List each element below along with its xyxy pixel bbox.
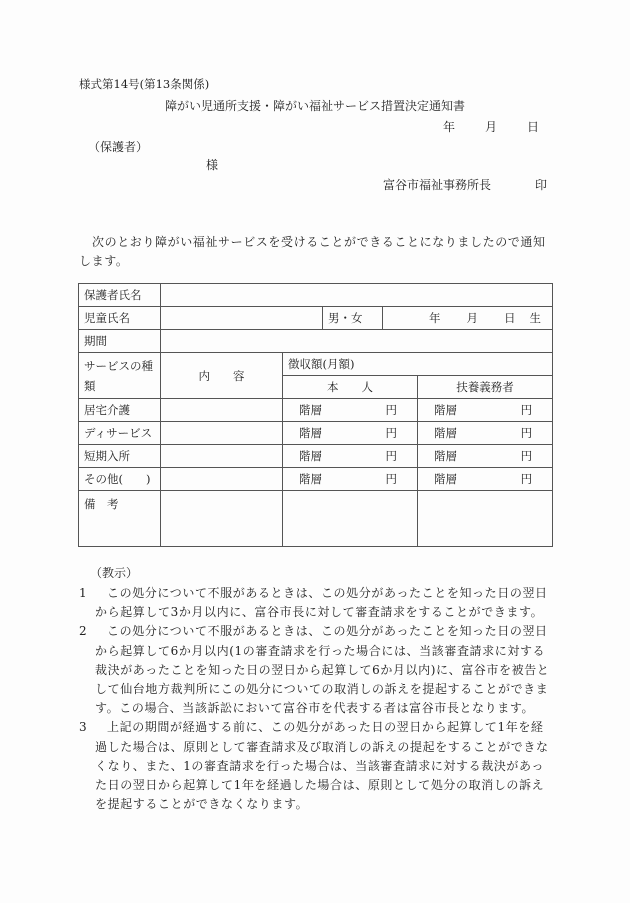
table-row bbox=[79, 468, 553, 491]
instructions-heading: （教示） bbox=[90, 566, 139, 580]
service-name: 居宅介護 bbox=[79, 399, 161, 422]
instruction-item: 2 この処分について不服があるときは、この処分があったことを知った日の翌日から起算して6か月以内(1の審査請求を行った場合には、当該審査請求に対する裁決があったことを知った日の翌日から起算して6か月以内)に、富谷市を被告として仙台地方裁判所にこの処分についての取消しの訴えを提起することができます。この場合、当該訴訟において富谷市を代表する者は富谷市長となります。 bbox=[79, 624, 550, 716]
gender-field[interactable]: 男・女 bbox=[323, 307, 383, 330]
seal-mark: 印 bbox=[535, 178, 548, 192]
content-field[interactable] bbox=[161, 399, 283, 422]
supporter-fee-field[interactable]: 階層 円 bbox=[418, 445, 553, 468]
instructions-list bbox=[79, 584, 554, 814]
form-number: 様式第14号(第13条関係) bbox=[79, 77, 210, 91]
recipient-label: （保護者） bbox=[88, 140, 149, 154]
date-day: 日 bbox=[527, 120, 540, 134]
period-field[interactable] bbox=[161, 330, 553, 353]
guardian-name-field[interactable] bbox=[161, 284, 553, 307]
remarks-supporter-field[interactable] bbox=[418, 491, 553, 547]
service-name: ディサービス bbox=[79, 422, 161, 445]
remarks-label: 備 考 bbox=[79, 491, 161, 547]
supporter-fee-field[interactable]: 階層 円 bbox=[418, 399, 553, 422]
notice-text: 次のとおり障がい福祉サービスを受けることができることになりましたので通知します。 bbox=[79, 235, 546, 268]
document-title: 障がい児通所支援・障がい福祉サービス措置決定通知書 bbox=[165, 99, 466, 113]
self-fee-field[interactable]: 階層 円 bbox=[283, 422, 418, 445]
header-row-1 bbox=[79, 353, 553, 376]
self-header: 本 人 bbox=[283, 376, 418, 399]
content-field[interactable] bbox=[161, 445, 283, 468]
supporter-fee-field[interactable]: 階層 円 bbox=[418, 468, 553, 491]
issue-date bbox=[443, 121, 539, 133]
instruction-item: 3 上記の期間が経過する前に、この処分があった日の翌日から起算して1年を経過した場合は、原則として審査請求及び取消しの訴えの提起をすることができなくなり、また、1の審査請求を行った場合は、当該審査請求に対する裁決があった日の翌日から起算して1年を経過した場合は、原則として処分の取消しの訴えを提起することができなくなります。 bbox=[79, 720, 549, 812]
date-month: 月 bbox=[485, 120, 498, 134]
service-name: その他( ) bbox=[79, 468, 161, 491]
guardian-row bbox=[79, 284, 553, 307]
supporter-header: 扶養義務者 bbox=[418, 376, 553, 399]
supporter-fee-field[interactable]: 階層 円 bbox=[418, 422, 553, 445]
period-row bbox=[79, 330, 553, 353]
child-row bbox=[79, 307, 553, 330]
child-name-field[interactable] bbox=[161, 307, 323, 330]
birthdate-field[interactable]: 年 月 日 生 bbox=[383, 307, 553, 330]
remarks-row bbox=[79, 491, 553, 547]
remarks-content-field[interactable] bbox=[161, 491, 283, 547]
content-field[interactable] bbox=[161, 468, 283, 491]
period-label: 期間 bbox=[79, 330, 161, 353]
instruction-item: 1 この処分について不服があるときは、この処分があったことを知った日の翌日から起算して3か月以内に、富谷市長に対して審査請求をすることができます。 bbox=[79, 586, 548, 620]
self-fee-field[interactable]: 階層 円 bbox=[283, 468, 418, 491]
honorific: 様 bbox=[206, 158, 219, 172]
content-header: 内 容 bbox=[161, 353, 283, 399]
table-row bbox=[79, 422, 553, 445]
content-field[interactable] bbox=[161, 422, 283, 445]
child-name-label: 児童氏名 bbox=[79, 307, 161, 330]
self-fee-field[interactable]: 階層 円 bbox=[283, 445, 418, 468]
date-year: 年 bbox=[443, 120, 456, 134]
table-row bbox=[79, 445, 553, 468]
fee-header: 徴収額(月額) bbox=[283, 353, 553, 376]
service-table bbox=[78, 283, 553, 547]
guardian-name-label: 保護者氏名 bbox=[79, 284, 161, 307]
issuer: 富谷市福祉事務所長 bbox=[383, 178, 492, 192]
self-fee-field[interactable]: 階層 円 bbox=[283, 399, 418, 422]
remarks-self-field[interactable] bbox=[283, 491, 418, 547]
service-name: 短期入所 bbox=[79, 445, 161, 468]
table-row bbox=[79, 399, 553, 422]
service-type-header: サービスの種類 bbox=[79, 353, 161, 399]
